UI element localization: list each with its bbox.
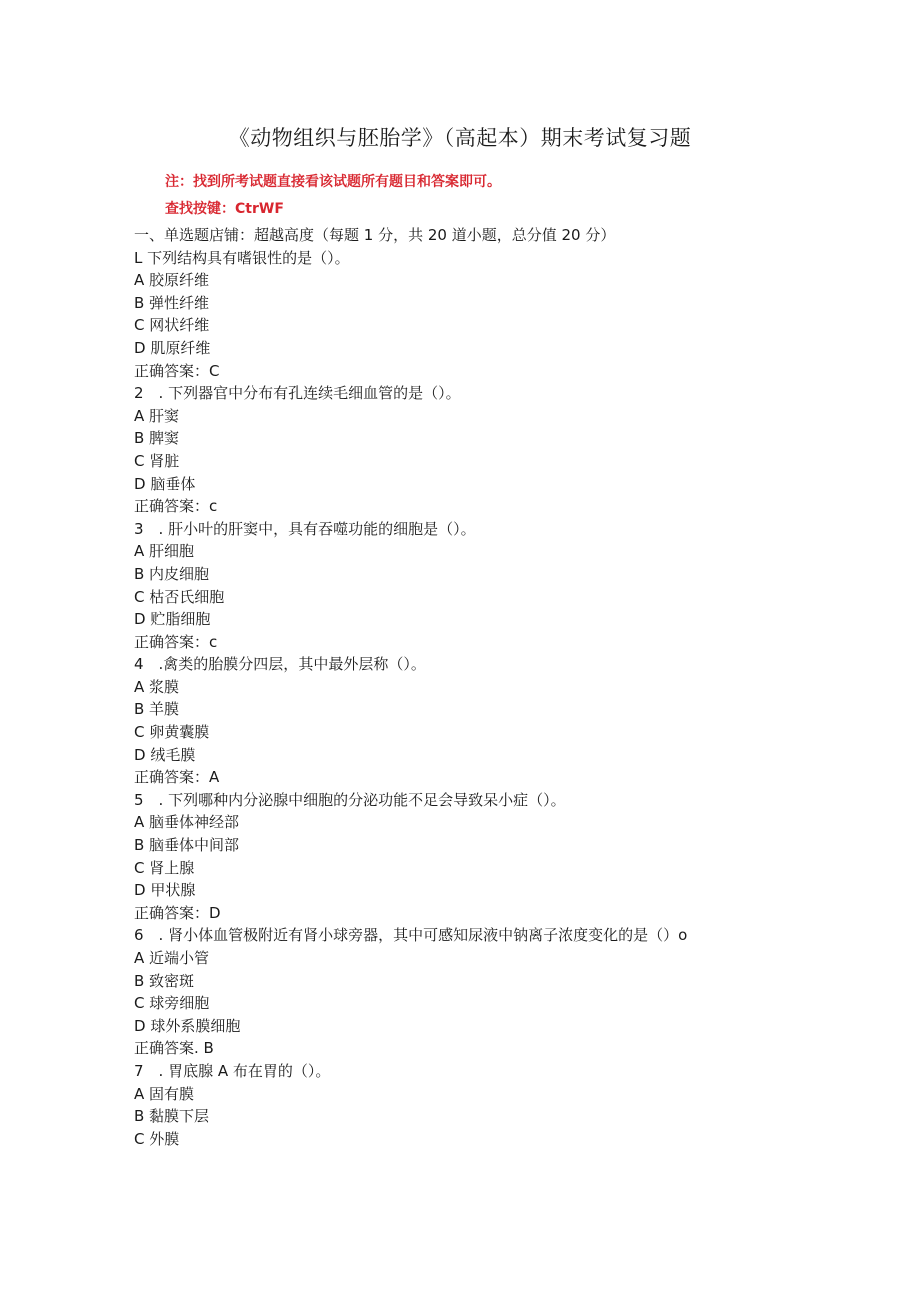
text-line: C 肾脏 [134, 451, 180, 470]
text-line: C 卵黄囊膜 [134, 723, 210, 742]
document-title: 《动物组织与胚胎学》（高起本）期末考试复习题 [228, 126, 692, 150]
text-line: 正确答案：c [134, 632, 218, 651]
text-line: D 甲状腺 [134, 881, 196, 900]
text-line: B 脾窦 [134, 429, 180, 448]
note-search-key: 查找按键：CtrWF [165, 201, 284, 217]
text-line: 4 .禽类的胎膜分四层，其中最外层称（）。 [134, 655, 426, 674]
text-line: B 脑垂体中间部 [134, 836, 240, 855]
text-line: B 弹性纤维 [134, 293, 210, 312]
text-line: 7 . 胃底腺 A 布在胃的（）。 [134, 1061, 331, 1080]
text-line: A 脑垂体神经部 [134, 813, 240, 832]
text-line: D 球外系膜细胞 [134, 1016, 241, 1035]
text-line: 5 . 下列哪种内分泌腺中细胞的分泌功能不足会导致呆小症（）。 [134, 790, 566, 809]
text-line: B 内皮细胞 [134, 564, 210, 583]
text-line: 6 . 肾小体血管极附近有肾小球旁器，其中可感知尿液中钠离子浓度变化的是（）o [134, 926, 688, 945]
text-line: 正确答案：D [134, 903, 221, 922]
text-line: 正确答案：C [134, 361, 220, 380]
text-line: B 黏膜下层 [134, 1107, 210, 1126]
text-line: B 致密斑 [134, 971, 195, 990]
text-line: C 球旁细胞 [134, 994, 210, 1013]
text-line: 3 . 肝小叶的肝窦中，具有吞噬功能的细胞是（）。 [134, 519, 476, 538]
text-line: D 绒毛膜 [134, 745, 196, 764]
text-line: 正确答案. B [134, 1039, 214, 1058]
text-line: L 下列结构具有嗜银性的是（）。 [134, 248, 350, 267]
text-line: C 枯否氏细胞 [134, 587, 225, 606]
text-line: A 胶原纤维 [134, 271, 210, 290]
text-line: A 近端小管 [134, 949, 210, 967]
text-line: A 浆膜 [134, 677, 180, 696]
note-instruction: 注：找到所考试题直接看该试题所有题目和答案即可。 [165, 174, 501, 190]
text-line: C 外膜 [134, 1129, 180, 1148]
text-line: A 肝窦 [134, 406, 180, 425]
text-line: A 固有膜 [134, 1084, 195, 1103]
section-heading: 一、单选题店铺：超越高度（每题 1 分，共 20 道小题，总分值 20 分） [134, 226, 616, 244]
text-line: D 脑垂体 [134, 474, 196, 493]
text-line: B 羊膜 [134, 700, 180, 719]
question-list [134, 224, 834, 1150]
text-line: A 肝细胞 [134, 542, 195, 561]
text-line: 正确答案：A [134, 768, 220, 787]
text-line: D 贮脂细胞 [134, 610, 211, 629]
text-line: D 肌原纤维 [134, 338, 211, 357]
text-line: C 网状纤维 [134, 316, 210, 335]
text-line: C 肾上腺 [134, 858, 195, 877]
text-line: 正确答案：c [134, 497, 218, 516]
text-line: 2 . 下列器官中分布有孔连续毛细血管的是（）。 [134, 384, 461, 403]
